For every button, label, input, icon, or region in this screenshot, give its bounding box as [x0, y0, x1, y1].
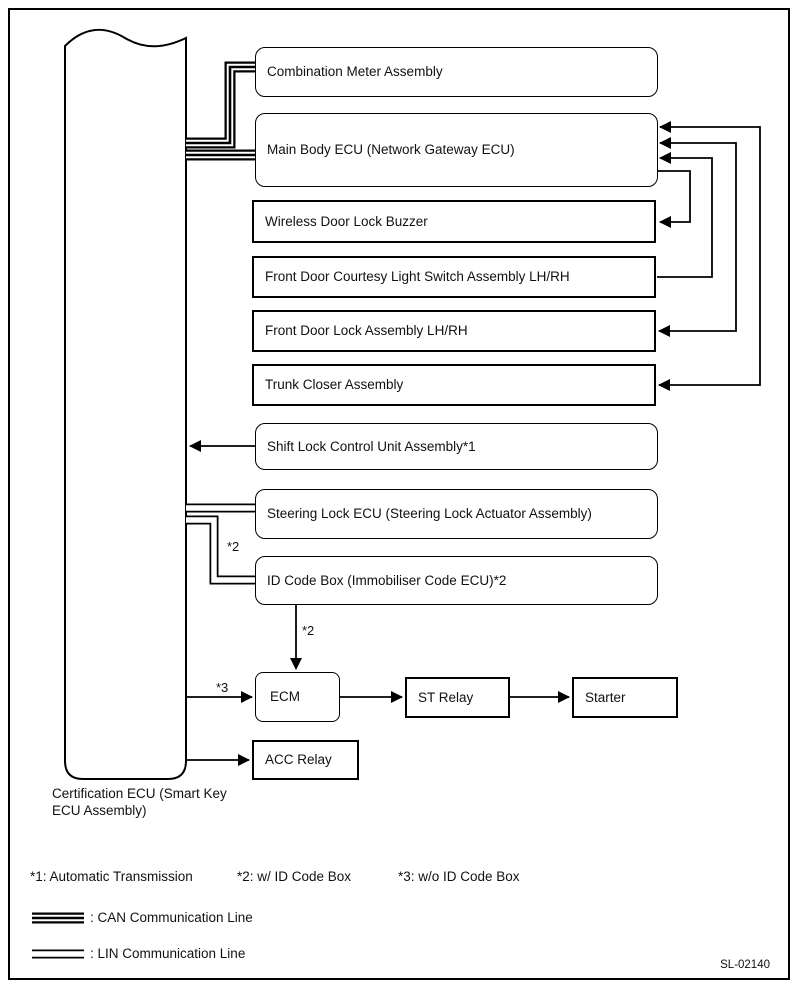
node-shift-lock-control-unit: [255, 423, 658, 470]
node-label: Shift Lock Control Unit Assembly*1: [267, 438, 476, 454]
node-st-relay: [405, 677, 510, 718]
wire-main-body-ecu-trunk-closer: [659, 127, 760, 385]
node-label: Starter: [585, 689, 626, 705]
node-ecm: [255, 672, 340, 722]
node-label: ST Relay: [418, 689, 474, 705]
legend-can-label: : CAN Communication Line: [90, 910, 253, 925]
node-starter: [572, 677, 678, 718]
node-steering-lock-ecu: [255, 489, 658, 539]
wire-courtesy-switch-to-main-body-ecu: [657, 158, 712, 277]
node-label: Main Body ECU (Network Gateway ECU): [267, 142, 515, 158]
node-acc-relay: [252, 740, 359, 780]
lin-line-id-code-box: [186, 520, 256, 580]
node-front-door-courtesy-light-switch: [252, 256, 656, 298]
node-wireless-door-lock-buzzer: [252, 200, 656, 243]
certification-ecu-shape: [65, 30, 186, 779]
footnote-without-id-code-box: *3: w/o ID Code Box: [398, 869, 520, 884]
annotation-star2-ecm-feed: *2: [302, 623, 315, 638]
legend-lin-label: : LIN Communication Line: [90, 946, 246, 961]
footnote-with-id-code-box: *2: w/ ID Code Box: [237, 869, 352, 884]
node-label: ID Code Box (Immobiliser Code ECU)*2: [267, 572, 507, 588]
annotation-star2-lin-branch: *2: [227, 539, 240, 554]
node-label: Combination Meter Assembly: [267, 64, 443, 80]
document-code: SL-02140: [720, 959, 770, 971]
node-id-code-box: [255, 556, 658, 605]
node-front-door-lock-assembly: [252, 310, 656, 352]
node-trunk-closer-assembly: [252, 364, 656, 406]
can-line-combination-meter: [186, 67, 256, 143]
node-combination-meter: [255, 47, 658, 97]
node-label: Trunk Closer Assembly: [265, 377, 404, 393]
node-label: ACC Relay: [265, 752, 332, 768]
node-label: Front Door Lock Assembly LH/RH: [265, 323, 468, 339]
annotation-star3-ecm-feed: *3: [216, 680, 229, 695]
node-main-body-ecu: [255, 113, 658, 187]
certification-ecu-label: Certification ECU (Smart Key ECU Assembly): [52, 786, 227, 818]
node-label: Front Door Courtesy Light Switch Assembly LH/RH: [265, 269, 570, 285]
footnote-automatic-transmission: *1: Automatic Transmission: [30, 869, 193, 884]
node-label: ECM: [270, 689, 300, 705]
wire-main-body-ecu-to-buzzer: [658, 171, 690, 222]
node-label: Steering Lock ECU (Steering Lock Actuator Assembly): [267, 506, 592, 522]
node-label: Wireless Door Lock Buzzer: [265, 213, 428, 229]
